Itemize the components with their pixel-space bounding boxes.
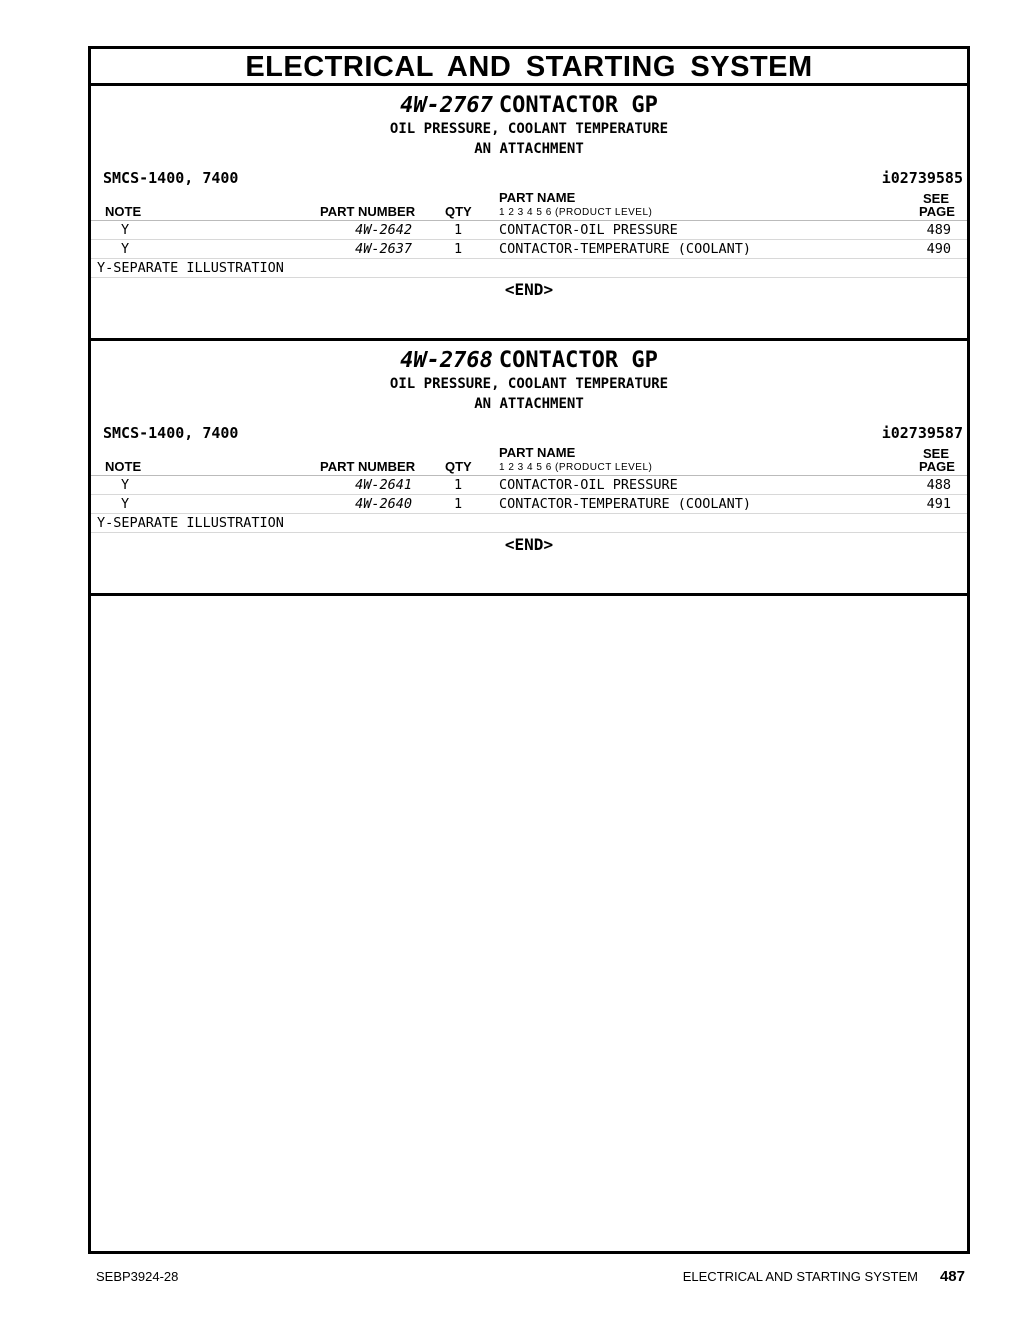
group-title xyxy=(91,93,967,119)
table-header xyxy=(91,191,967,221)
column-header-part-name: PART NAME xyxy=(499,190,576,205)
footer-section-title: ELECTRICAL AND STARTING SYSTEM xyxy=(682,1269,918,1284)
document-id: SEBP3924-28 xyxy=(96,1269,179,1284)
parts-group-section xyxy=(91,93,967,341)
end-marker: <END> xyxy=(504,280,554,299)
column-header-page: PAGE xyxy=(919,204,955,219)
column-header-see: SEE xyxy=(923,446,950,461)
row-part-number-link[interactable]: 4W-2641 xyxy=(355,477,412,493)
row-see-page-link[interactable]: 491 xyxy=(926,496,951,512)
column-header-product-level: 1 2 3 4 5 6 (PRODUCT LEVEL) xyxy=(499,207,653,218)
row-see-page-link[interactable]: 489 xyxy=(926,222,951,238)
table-row xyxy=(91,240,967,259)
row-part-number-link[interactable]: 4W-2642 xyxy=(355,222,412,238)
row-part-name: CONTACTOR-TEMPERATURE (COOLANT) xyxy=(499,241,751,257)
smcs-row xyxy=(91,420,967,446)
column-header-part-number: PART NUMBER xyxy=(320,459,416,474)
group-name: CONTACTOR GP xyxy=(498,348,658,373)
row-part-name: CONTACTOR-OIL PRESSURE xyxy=(499,222,678,238)
row-qty: 1 xyxy=(454,496,463,512)
row-see-page-link[interactable]: 490 xyxy=(926,241,951,257)
row-qty: 1 xyxy=(454,477,463,493)
column-header-part-number: PART NUMBER xyxy=(320,204,416,219)
row-part-name: CONTACTOR-TEMPERATURE (COOLANT) xyxy=(499,496,751,512)
table-row xyxy=(91,221,967,240)
smcs-code: SMCS-1400, 7400 xyxy=(103,424,239,442)
page-number: 487 xyxy=(939,1268,965,1285)
info-id: i02739585 xyxy=(881,169,963,187)
row-see-page-link[interactable]: 488 xyxy=(926,477,951,493)
row-qty: 1 xyxy=(454,222,463,238)
column-header-part-name: PART NAME xyxy=(499,445,576,460)
end-marker: <END> xyxy=(504,535,554,554)
column-header-page: PAGE xyxy=(919,459,955,474)
row-note: Y xyxy=(121,477,130,493)
row-note: Y xyxy=(121,222,130,238)
group-title xyxy=(91,348,967,374)
column-header-note: NOTE xyxy=(105,459,142,474)
row-note: Y xyxy=(121,241,130,257)
smcs-code: SMCS-1400, 7400 xyxy=(103,169,239,187)
page-title: ELECTRICAL AND STARTING SYSTEM xyxy=(91,49,967,86)
column-header-product-level: 1 2 3 4 5 6 (PRODUCT LEVEL) xyxy=(499,462,653,473)
smcs-row xyxy=(91,165,967,191)
table-row xyxy=(91,476,967,495)
group-name: CONTACTOR GP xyxy=(498,93,658,118)
footnote: Y-SEPARATE ILLUSTRATION xyxy=(91,514,967,533)
row-part-name: CONTACTOR-OIL PRESSURE xyxy=(499,477,678,493)
column-header-note: NOTE xyxy=(105,204,142,219)
page-footer xyxy=(96,1268,968,1286)
group-subtitle: OIL PRESSURE, COOLANT TEMPERATURE xyxy=(389,376,669,392)
group-subtitle: AN ATTACHMENT xyxy=(474,141,584,157)
group-part-number[interactable]: 4W-2768 xyxy=(400,348,493,373)
group-part-number[interactable]: 4W-2767 xyxy=(400,93,493,118)
row-part-number-link[interactable]: 4W-2640 xyxy=(355,496,412,512)
row-note: Y xyxy=(121,496,130,512)
table-row xyxy=(91,495,967,514)
column-header-qty: QTY xyxy=(445,459,472,474)
row-qty: 1 xyxy=(454,241,463,257)
footnote: Y-SEPARATE ILLUSTRATION xyxy=(91,259,967,278)
group-subtitle: OIL PRESSURE, COOLANT TEMPERATURE xyxy=(389,121,669,137)
page-frame xyxy=(88,46,970,1254)
group-subtitle: AN ATTACHMENT xyxy=(474,396,584,412)
parts-group-section xyxy=(91,348,967,596)
table-header xyxy=(91,446,967,476)
column-header-see: SEE xyxy=(923,191,950,206)
info-id: i02739587 xyxy=(881,424,963,442)
row-part-number-link[interactable]: 4W-2637 xyxy=(355,241,412,257)
column-header-qty: QTY xyxy=(445,204,472,219)
